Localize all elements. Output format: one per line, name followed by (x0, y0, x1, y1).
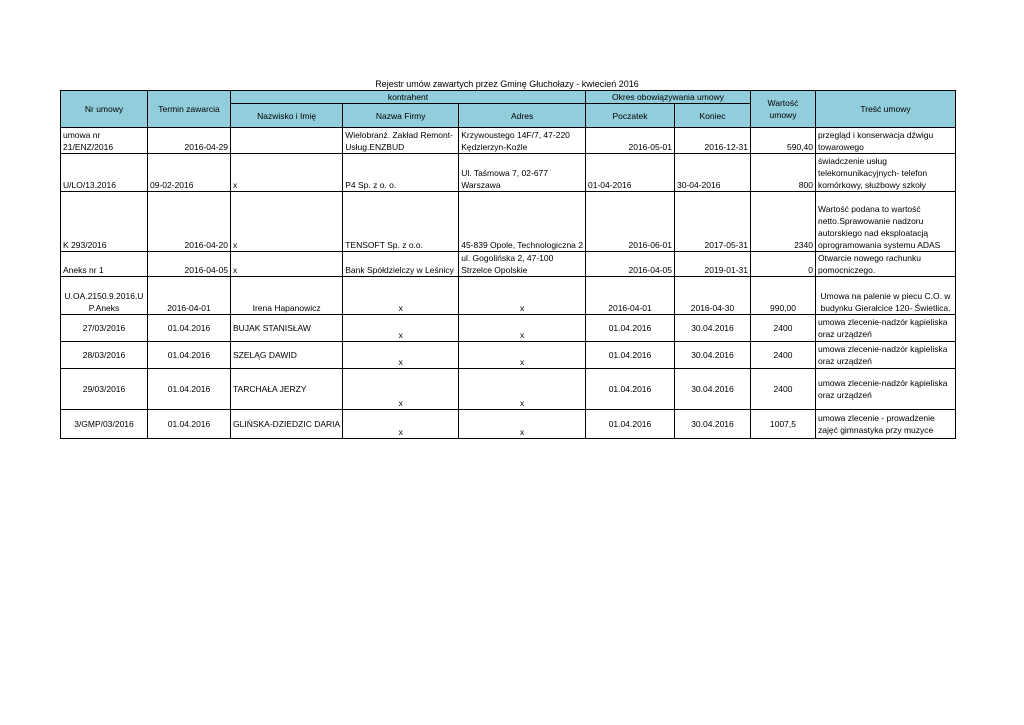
header-nr-umowy: Nr umowy (61, 91, 148, 128)
cell-termin: 2016-04-29 (148, 128, 231, 154)
cell-tresc: Umowa na palenie w piecu C.O. w budynku Gierałcice 120- Świetlica. (815, 277, 955, 315)
cell-nazwisko: Irena Hapanowicz (231, 277, 343, 315)
header-nazwisko: Nazwisko i Imię (231, 104, 343, 128)
cell-termin: 01.04.2016 (148, 342, 231, 369)
cell-nazwisko: TARCHAŁA JERZY (231, 369, 343, 410)
table-row (61, 154, 956, 192)
cell-tresc: przegląd i konserwacja dźwigu towarowego (815, 128, 955, 154)
cell-tresc: umowa zlecenie-nadzór kąpieliska oraz urządzeń (815, 369, 955, 410)
header-termin-zawarcia: Termin zawarcia (148, 91, 231, 128)
cell-wartosc: 990,00 (750, 277, 815, 315)
cell-nazwisko: x (231, 252, 343, 277)
cell-koniec: 2016-04-30 (674, 277, 750, 315)
cell-firma: x (343, 277, 459, 315)
cell-termin: 2016-04-01 (148, 277, 231, 315)
cell-koniec: 30.04.2016 (674, 315, 750, 342)
cell-nazwisko: GLIŃSKA-DZIEDZIC DARIA (231, 410, 343, 439)
table-row (61, 252, 956, 277)
cell-koniec: 2016-12-31 (674, 128, 750, 154)
cell-poczatek: 01.04.2016 (585, 315, 674, 342)
cell-koniec: 30-04-2016 (674, 154, 750, 192)
cell-adres: x (459, 369, 586, 410)
table-row (61, 277, 956, 315)
cell-firma: x (343, 410, 459, 439)
cell-tresc: umowa zlecenie-nadzór kąpieliska oraz urządzeń (815, 315, 955, 342)
cell-firma: x (343, 342, 459, 369)
header-tresc: Treść umowy (815, 91, 955, 128)
header-koniec: Koniec (674, 104, 750, 128)
cell-nr: 28/03/2016 (61, 342, 148, 369)
cell-termin: 01.04.2016 (148, 315, 231, 342)
cell-nr: 3/GMP/03/2016 (61, 410, 148, 439)
cell-nazwisko: x (231, 192, 343, 252)
header-okres: Okres obowiązywania umowy (585, 91, 750, 104)
header-kontrahent: kontrahent (231, 91, 586, 104)
cell-wartosc: 800 (750, 154, 815, 192)
cell-adres: x (459, 315, 586, 342)
cell-termin: 09-02-2016 (148, 154, 231, 192)
cell-wartosc: 2400 (750, 369, 815, 410)
cell-nazwisko: SZELĄG DAWID (231, 342, 343, 369)
cell-tresc: Wartość podana to wartość netto.Sprawowanie nadzoru autorskiego nad eksploatacją oprogramowania systemu ADAS (815, 192, 955, 252)
cell-poczatek: 2016-04-01 (585, 277, 674, 315)
cell-firma: Wielobranż. Zakład Remont-Usług.ENZBUD (343, 128, 459, 154)
cell-koniec: 2017-05-31 (674, 192, 750, 252)
cell-koniec: 30.04.2016 (674, 369, 750, 410)
cell-firma: TENSOFT Sp. z o.o. (343, 192, 459, 252)
cell-nr: umowa nr 21/ENZ/2016 (61, 128, 148, 154)
header-firma: Nazwa Firmy (343, 104, 459, 128)
cell-nazwisko (231, 128, 343, 154)
cell-wartosc: 1007,5 (750, 410, 815, 439)
table-row (61, 342, 956, 369)
table-row (61, 369, 956, 410)
cell-koniec: 30.04.2016 (674, 410, 750, 439)
header-poczatek: Poczatek (585, 104, 674, 128)
cell-adres: Ul. Taśmowa 7, 02-677 Warszawa (459, 154, 586, 192)
cell-nr: U.OA.2150.9.2016.U P.Aneks (61, 277, 148, 315)
cell-poczatek: 2016-04-05 (585, 252, 674, 277)
cell-poczatek: 01-04-2016 (585, 154, 674, 192)
cell-tresc: umowa zlecenie-nadzór kąpieliska oraz urządzeń (815, 342, 955, 369)
cell-termin: 2016-04-05 (148, 252, 231, 277)
cell-termin: 01.04.2016 (148, 410, 231, 439)
cell-poczatek: 01.04.2016 (585, 410, 674, 439)
cell-adres: 45-839 Opole, Technologiczna 2 (459, 192, 586, 252)
cell-adres: x (459, 410, 586, 439)
cell-wartosc: 2340 (750, 192, 815, 252)
cell-termin: 2016-04-20 (148, 192, 231, 252)
table-row (61, 192, 956, 252)
cell-wartosc: 0 (750, 252, 815, 277)
cell-nr: U/LO/13.2016 (61, 154, 148, 192)
cell-nr: 27/03/2016 (61, 315, 148, 342)
contracts-table (60, 90, 956, 439)
cell-poczatek: 01.04.2016 (585, 342, 674, 369)
cell-firma: x (343, 315, 459, 342)
cell-adres: x (459, 342, 586, 369)
cell-wartosc: 2400 (750, 315, 815, 342)
cell-nr: 29/03/2016 (61, 369, 148, 410)
cell-poczatek: 2016-06-01 (585, 192, 674, 252)
register-title: Rejestr umów zawartych przez Gminę Głuchołazy - kwiecień 2016 (375, 79, 639, 89)
cell-nr: Aneks nr 1 (61, 252, 148, 277)
cell-adres: x (459, 277, 586, 315)
cell-tresc: świadczenie usług telekomunikacyjnych- telefon komórkowy, służbowy szkoły (815, 154, 955, 192)
cell-tresc: Otwarcie nowego rachunku pomocniczego. (815, 252, 955, 277)
cell-termin: 01.04.2016 (148, 369, 231, 410)
cell-firma: Bank Spółdzielczy w Leśnicy (343, 252, 459, 277)
cell-nazwisko: x (231, 154, 343, 192)
header-wartosc: Wartość umowy (750, 91, 815, 128)
cell-wartosc: 590,40 (750, 128, 815, 154)
cell-poczatek: 2016-05-01 (585, 128, 674, 154)
cell-adres: ul. Gogolińska 2, 47-100 Strzelce Opolskie (459, 252, 586, 277)
cell-koniec: 2019-01-31 (674, 252, 750, 277)
cell-wartosc: 2400 (750, 342, 815, 369)
header-adres: Adres (459, 104, 586, 128)
table-row (61, 128, 956, 154)
table-row (61, 410, 956, 439)
cell-nazwisko: BUJAK STANISŁAW (231, 315, 343, 342)
cell-firma: x (343, 369, 459, 410)
table-row (61, 315, 956, 342)
cell-poczatek: 01.04.2016 (585, 369, 674, 410)
cell-tresc: umowa zlecenie - prowadzenie zajęć gimnastyka przy muzyce (815, 410, 955, 439)
cell-firma: P4 Sp. z o. o. (343, 154, 459, 192)
cell-koniec: 30.04.2016 (674, 342, 750, 369)
cell-adres: Krzywoustego 14F/7, 47-220 Kędzierzyn-Koźle (459, 128, 586, 154)
cell-nr: K 293/2016 (61, 192, 148, 252)
